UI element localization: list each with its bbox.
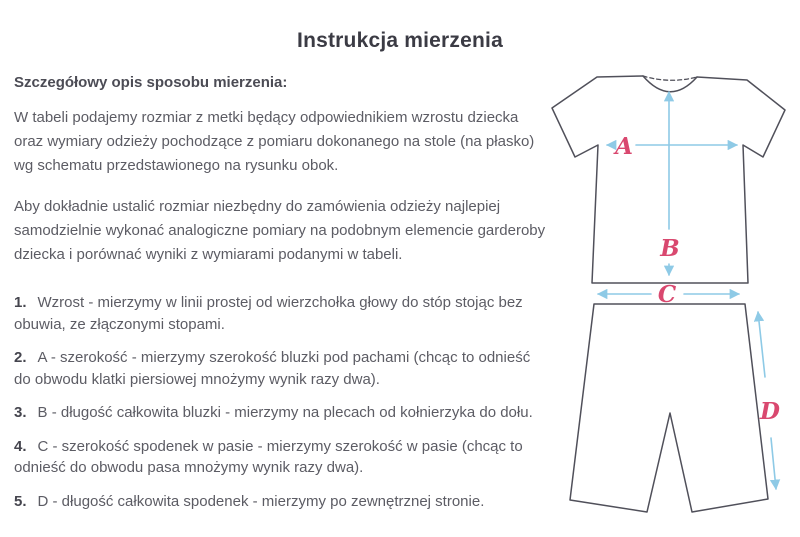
step-text: C - szerokość spodenek w pasie - mierzymy szerokość w pasie (chcąc to odnieść do obwodu pasa mnożymy wynik razy dwa). bbox=[14, 437, 523, 476]
step-item-3 bbox=[14, 402, 551, 424]
shorts-outline bbox=[570, 304, 768, 512]
step-text: A - szerokość - mierzymy szerokość bluzki pod pachami (chcąc to odnieść do obwodu klatki piersiowej mnożymy wynik razy dwa). bbox=[14, 349, 531, 388]
shorts-drawing bbox=[570, 304, 780, 512]
measurement-diagram bbox=[540, 55, 800, 537]
measuring-steps-list bbox=[14, 292, 551, 512]
section-heading: Szczegółowy opis sposobu mierzenia: bbox=[14, 74, 288, 91]
step-number: 3. bbox=[14, 404, 27, 421]
tshirt-drawing bbox=[552, 76, 785, 283]
step-item-4 bbox=[14, 436, 551, 479]
step-number: 4. bbox=[14, 437, 27, 455]
step-text: D - długość całkowita spodenek - mierzymy po zewnętrznej stronie. bbox=[37, 492, 485, 510]
tshirt-collar-back-dashed bbox=[643, 76, 697, 80]
step-number: 5. bbox=[14, 492, 27, 510]
instructions-text-column bbox=[14, 74, 551, 524]
step-text: B - długość całkowita bluzki - mierzymy na plecach od kołnierzyka do dołu. bbox=[37, 404, 533, 421]
measure-d-arrow-bottom bbox=[771, 438, 776, 489]
step-number: 2. bbox=[14, 349, 27, 366]
measure-label-c: C bbox=[657, 281, 677, 308]
measure-label-d: D bbox=[760, 398, 780, 425]
step-item-1 bbox=[14, 292, 551, 335]
step-item-2 bbox=[14, 347, 551, 390]
measure-d-arrow-top bbox=[758, 312, 765, 377]
intro-paragraph-2: Aby dokładnie ustalić rozmiar niezbędny do zamówienia odzieży najlepiej samodzielnie wykonać analogiczne pomiary na podobnym elemencie garderoby dziecka i porównać wyniki z wymiarami podanymi w tabeli. bbox=[14, 198, 546, 263]
measure-label-a: A bbox=[615, 133, 633, 160]
measure-label-b: B bbox=[660, 235, 680, 262]
intro-paragraph-1: W tabeli podajemy rozmiar z metki będący odpowiednikiem wzrostu dziecka oraz wymiary odzieży pochodzące z pomiaru dokonanego na stole (na płasko) wg schematu przedstawionego na rysunku obok. bbox=[14, 109, 535, 174]
step-text: Wzrost - mierzymy w linii prostej od wierzchołka głowy do stóp stojąc bez obuwia, ze złączonymi stopami. bbox=[14, 294, 523, 333]
step-number: 1. bbox=[14, 294, 27, 311]
step-item-5 bbox=[14, 491, 551, 513]
page-title: Instrukcja mierzenia bbox=[297, 29, 503, 52]
